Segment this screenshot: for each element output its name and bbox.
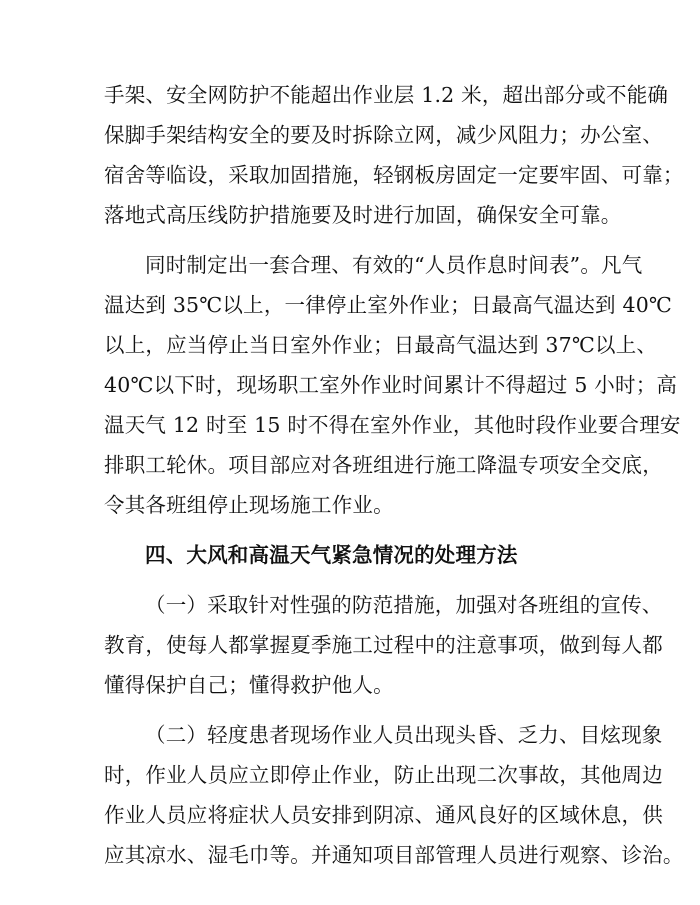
paragraph-2-line-4: 40℃以下时，现场职工室外作业时间累计不得超过 5 小时；高 <box>104 373 678 397</box>
paragraph-2-line-7: 令其各班组停止现场施工作业。 <box>104 493 394 517</box>
paragraph-3-line-1: （一）采取针对性强的防范措施，加强对各班组的宣传、 <box>145 593 663 617</box>
paragraph-4-line-2: 时，作业人员应立即停止作业，防止出现二次事故，其他周边 <box>104 763 663 787</box>
paragraph-4-line-1: （二）轻度患者现场作业人员出现头昏、乏力、目炫现象 <box>145 723 663 747</box>
paragraph-3-line-2: 教育，使每人都掌握夏季施工过程中的注意事项，做到每人都 <box>104 633 663 657</box>
paragraph-4-line-4: 应其凉水、湿毛巾等。并通知项目部管理人员进行观察、诊治。 <box>104 843 684 867</box>
paragraph-2-line-6: 排职工轮休。项目部应对各班组进行施工降温专项安全交底， <box>104 453 663 477</box>
paragraph-3-line-3: 懂得保护自己；懂得救护他人。 <box>104 673 394 697</box>
paragraph-1-line-1: 手架、安全网防护不能超出作业层 1.2 米，超出部分或不能确 <box>104 83 669 107</box>
paragraph-2-line-3: 以上，应当停止当日室外作业；日最高气温达到 37℃以上、 <box>104 333 658 357</box>
paragraph-2-line-2: 温达到 35℃以上，一律停止室外作业；日最高气温达到 40℃ <box>104 293 673 317</box>
paragraph-2-line-5: 温天气 12 时至 15 时不得在室外作业，其他时段作业要合理安 <box>104 413 681 437</box>
paragraph-4-line-3: 作业人员应将症状人员安排到阴凉、通风良好的区域休息，供 <box>104 803 663 827</box>
section-heading: 四、大风和高温天气紧急情况的处理方法 <box>145 543 518 567</box>
paragraph-2-line-1: 同时制定出一套合理、有效的“人员作息时间表”。凡气 <box>145 253 643 277</box>
paragraph-1-line-3: 宿舍等临设，采取加固措施，轻钢板房固定一定要牢固、可靠； <box>104 163 684 187</box>
paragraph-1-line-4: 落地式高压线防护措施要及时进行加固，确保安全可靠。 <box>104 203 622 227</box>
paragraph-1-line-2: 保脚手架结构安全的要及时拆除立网，减少风阻力；办公室、 <box>104 123 663 147</box>
